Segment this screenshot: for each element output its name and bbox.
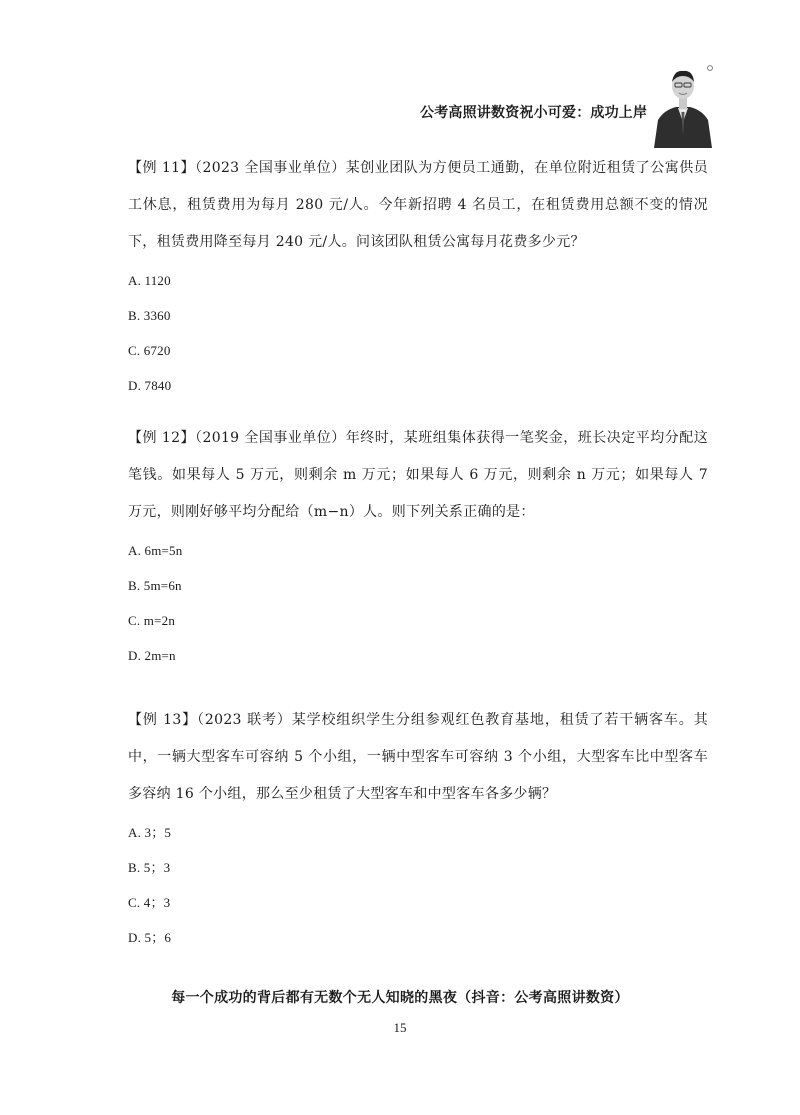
question-11-label: 【例 11】 [128, 160, 196, 176]
footer-slogan: 每一个成功的背后都有无数个无人知晓的黑夜（抖音：公考高照讲数资） [171, 990, 629, 1006]
question-11-text: 某创业团队为方便员工通勤，在单位附近租赁了公寓供员工休息，租赁费用为每月 280 元/人。今年新招聘 4 名员工，在租赁费用总额不变的情况下，租赁费用降至每月 240 元/人。问该团队租赁公寓每月花费多少元？ [128, 160, 708, 250]
question-12-option-d: D. 2m=n [128, 648, 176, 663]
question-12 [128, 420, 708, 673]
question-12-options [128, 533, 708, 673]
question-12-text: 年终时，某班组集体获得一笔奖金，班长决定平均分配这笔钱。如果每人 5 万元，则剩余 m 万元；如果每人 6 万元，则剩余 n 万元；如果每人 7 万元，则刚好够平均分配给（m−n）人。则下列关系正确的是： [128, 430, 708, 520]
question-13-option-c: C. 4；3 [128, 895, 171, 910]
question-11-source: （2023 全国事业单位） [195, 160, 346, 176]
author-portrait [652, 62, 714, 148]
question-12-option-c: C. m=2n [128, 613, 176, 628]
author-portrait-graphic [652, 62, 714, 148]
header-title: 公考高照讲数资祝小可爱：成功上岸 [420, 105, 648, 121]
question-13-label: 【例 13】 [128, 712, 198, 728]
question-11-option-b: B. 3360 [128, 308, 171, 323]
question-13-option-d: D. 5；6 [128, 930, 172, 945]
question-11-options [128, 263, 708, 403]
question-11 [128, 150, 708, 403]
question-13-option-a: A. 3；5 [128, 825, 172, 840]
question-12-label: 【例 12】 [128, 430, 196, 446]
question-13-text: 某学校组织学生分组参观红色教育基地，租赁了若干辆客车。其中，一辆大型客车可容纳 5 个小组，一辆中型客车可容纳 3 个小组，大型客车比中型客车多容纳 16 个小组，那么至少租赁了大型客车和中型客车各多少辆？ [128, 712, 708, 802]
question-12-option-a: A. 6m=5n [128, 543, 183, 558]
question-13-option-b: B. 5；3 [128, 860, 171, 875]
question-11-option-c: C. 6720 [128, 343, 171, 358]
page-number: 15 [393, 1020, 407, 1035]
question-13 [128, 702, 708, 955]
question-13-source: （2023 联考） [197, 712, 292, 728]
question-12-option-b: B. 5m=6n [128, 578, 182, 593]
question-12-stem [128, 420, 708, 531]
question-13-stem [128, 702, 708, 813]
question-13-options [128, 815, 708, 955]
question-11-option-d: D. 7840 [128, 378, 172, 393]
question-12-source: （2019 全国事业单位） [195, 430, 346, 446]
question-11-stem [128, 150, 708, 261]
question-11-option-a: A. 1120 [128, 273, 171, 288]
